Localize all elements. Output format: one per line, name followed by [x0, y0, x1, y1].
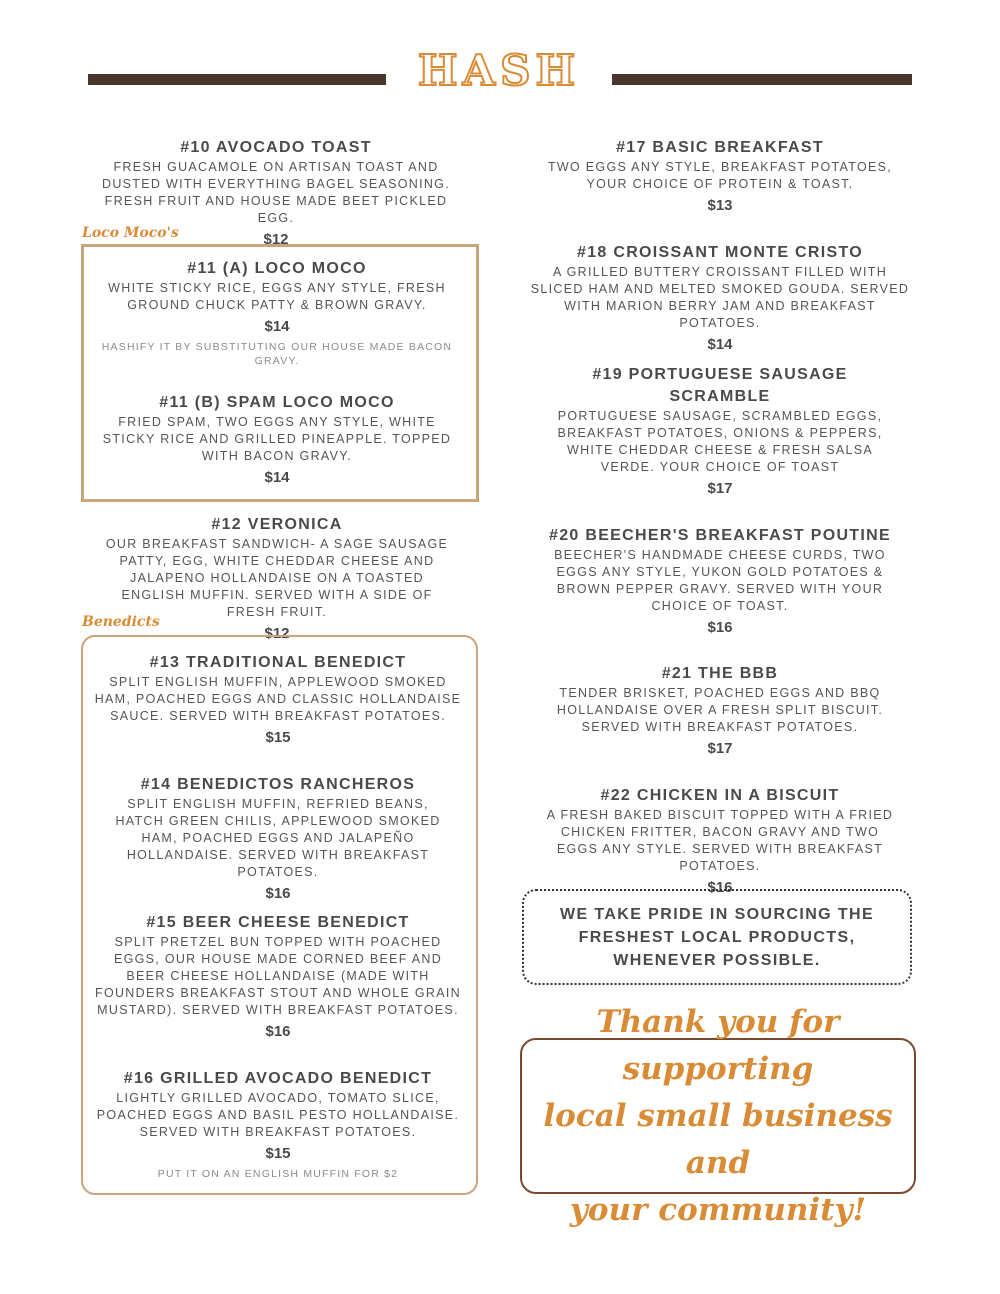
item-price: $14 — [707, 336, 733, 353]
thank-you-callout — [520, 1003, 916, 1228]
header-rule-left — [88, 74, 386, 85]
local-sourcing-callout — [522, 889, 912, 985]
menu-item-15 — [92, 912, 464, 1043]
menu-item-14 — [104, 774, 452, 905]
item-name: #11 (B) SPAM LOCO MOCO — [159, 394, 395, 411]
item-description: WHITE STICKY RICE, EGGS ANY STYLE, FRESH GROUND CHUCK PATTY & BROWN GRAVY. — [108, 281, 446, 312]
item-description: SPLIT ENGLISH MUFFIN, REFRIED BEANS, HATCH GREEN CHILIS, APPLEWOOD SMOKED HAM, POACHED EGGS AND JALAPEÑO HOLLANDAISE. SERVED WITH BREAKFAST POTATOES. — [115, 797, 441, 879]
item-price: $17 — [707, 740, 733, 757]
item-description: TENDER BRISKET, POACHED EGGS AND BBQ HOLLANDAISE OVER A FRESH SPLIT BISCUIT. SERVED WITH BREAKFAST POTATOES. — [556, 686, 884, 734]
item-price: $14 — [264, 318, 290, 335]
item-price: $16 — [265, 1023, 291, 1040]
item-name: #13 TRADITIONAL BENEDICT — [149, 654, 407, 671]
item-name: #20 BEECHER'S BREAKFAST POUTINE — [549, 527, 891, 544]
item-name: #22 CHICKEN IN A BISCUIT — [600, 787, 840, 804]
item-price: $15 — [265, 1145, 291, 1162]
item-description: TWO EGGS ANY STYLE, BREAKFAST POTATOES, YOUR CHOICE OF PROTEIN & TOAST. — [547, 160, 893, 191]
item-price: $13 — [707, 197, 733, 214]
item-name: #15 BEER CHEESE BENEDICT — [146, 914, 410, 931]
section-label-loco-moco: Loco Moco's — [82, 225, 179, 241]
item-description: A FRESH BAKED BISCUIT TOPPED WITH A FRIED CHICKEN FRITTER, BACON GRAVY AND TWO EGGS ANY STYLE. SERVED WITH BREAKFAST POTATOES. — [546, 808, 894, 873]
header-rule-right — [612, 74, 912, 85]
item-price: $12 — [263, 231, 289, 248]
item-price: $14 — [264, 469, 290, 486]
item-note: PUT IT ON AN ENGLISH MUFFIN FOR $2 — [157, 1168, 399, 1180]
item-description: LIGHTLY GRILLED AVOCADO, TOMATO SLICE, POACHED EGGS AND BASIL PESTO HOLLANDAISE. SERVED WITH BREAKFAST POTATOES. — [96, 1091, 460, 1139]
item-description: OUR BREAKFAST SANDWICH- A SAGE SAUSAGE PATTY, EGG, WHITE CHEDDAR CHEESE AND JALAPENO HOLLANDAISE ON A TOASTED ENGLISH MUFFIN. SERVED WITH A SIDE OF FRESH FRUIT. — [105, 537, 449, 619]
menu-item-21 — [536, 663, 904, 760]
item-description: PORTUGUESE SAUSAGE, SCRAMBLED EGGS, BREAKFAST POTATOES, ONIONS & PEPPERS, WHITE CHEDDAR CHEESE & FRESH SALSA VERDE. YOUR CHOICE OF TOAST — [557, 409, 883, 474]
item-description: FRESH GUACAMOLE ON ARTISAN TOAST AND DUSTED WITH EVERYTHING BAGEL SEASONING. FRESH FRUIT AND HOUSE MADE BEET PICKLED EGG. — [102, 160, 450, 225]
local-sourcing-text: WE TAKE PRIDE IN SOURCING THE FRESHEST LOCAL PRODUCTS, WHENEVER POSSIBLE. — [559, 905, 875, 969]
item-description: FRIED SPAM, TWO EGGS ANY STYLE, WHITE STICKY RICE AND GRILLED PINEAPPLE. TOPPED WITH BACON GRAVY. — [102, 415, 452, 463]
menu-item-16 — [96, 1068, 460, 1181]
item-name: #14 BENEDICTOS RANCHEROS — [140, 776, 416, 793]
item-name: #21 THE BBB — [661, 665, 779, 682]
menu-item-20 — [538, 525, 902, 639]
menu-item-18 — [530, 242, 910, 356]
item-price: $15 — [265, 729, 291, 746]
menu-item-19 — [540, 364, 900, 500]
item-price: $12 — [264, 625, 290, 642]
item-description: A GRILLED BUTTERY CROISSANT FILLED WITH SLICED HAM AND MELTED SMOKED GOUDA. SERVED WITH MARION BERRY JAM AND BREAKFAST POTATOES. — [530, 265, 910, 330]
menu-item-22 — [540, 785, 900, 899]
item-name: #11 (A) LOCO MOCO — [187, 260, 367, 277]
item-description: SPLIT ENGLISH MUFFIN, APPLEWOOD SMOKED HAM, POACHED EGGS AND CLASSIC HOLLANDAISE SAUCE. SERVED WITH BREAKFAST POTATOES. — [94, 675, 462, 723]
item-name: #16 GRILLED AVOCADO BENEDICT — [123, 1070, 433, 1087]
menu-item-11b — [94, 392, 460, 489]
item-name: #12 VERONICA — [211, 516, 343, 533]
thank-you-text: Thank you for supporting local small business and your community! — [543, 1003, 893, 1228]
item-price: $16 — [707, 619, 733, 636]
item-note: HASHIFY IT BY SUBSTITUTING OUR HOUSE MADE BACON GRAVY. — [101, 341, 453, 367]
item-description: SPLIT PRETZEL BUN TOPPED WITH POACHED EGGS, OUR HOUSE MADE CORNED BEEF AND BEER CHEESE HOLLANDAISE (MADE WITH FOUNDERS BREAKFAST STOUT AND WHOLE GRAIN MUSTARD). SERVED WITH BREAKFAST POTATOES. — [95, 935, 461, 1017]
menu-item-17 — [532, 137, 908, 217]
menu-item-11a — [96, 258, 458, 368]
menu-item-13 — [94, 652, 462, 749]
page-title: HASH — [417, 46, 581, 95]
item-name: #10 AVOCADO TOAST — [180, 139, 372, 156]
item-price: $17 — [707, 480, 733, 497]
item-price: $16 — [707, 879, 733, 896]
section-label-benedicts: Benedicts — [82, 614, 160, 630]
item-description: BEECHER'S HANDMADE CHEESE CURDS, TWO EGGS ANY STYLE, YUKON GOLD POTATOES & BROWN PEPPER GRAVY. SERVED WITH YOUR CHOICE OF TOAST. — [554, 548, 886, 613]
item-name: #19 PORTUGUESE SAUSAGE SCRAMBLE — [592, 366, 848, 405]
item-name: #17 BASIC BREAKFAST — [616, 139, 824, 156]
item-price: $16 — [265, 885, 291, 902]
item-name: #18 CROISSANT MONTE CRISTO — [577, 244, 863, 261]
